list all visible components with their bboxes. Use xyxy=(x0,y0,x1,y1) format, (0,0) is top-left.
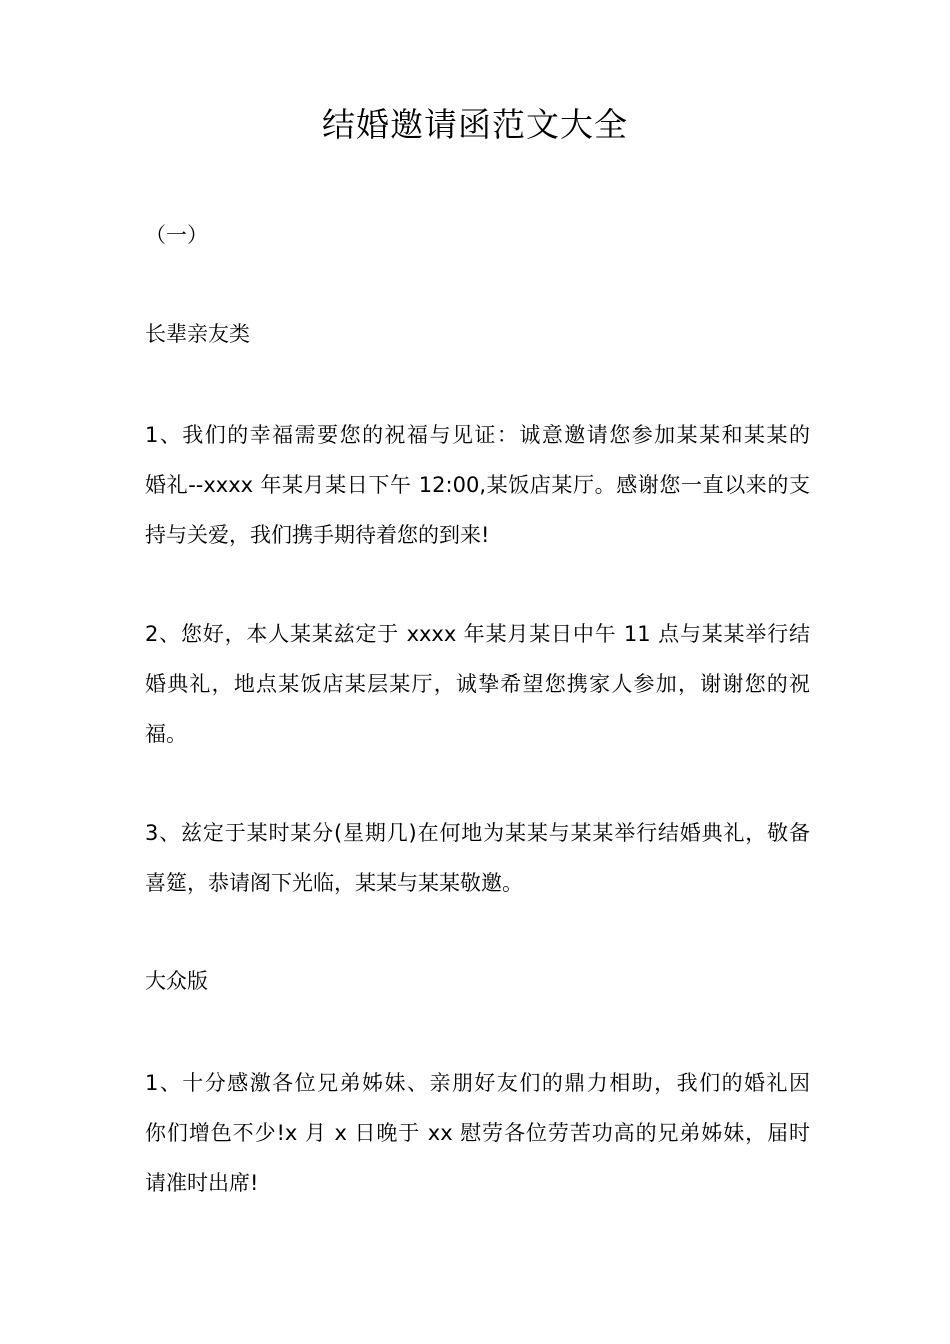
paragraph-line: 持与关爱，我们携手期待着您的到来! xyxy=(145,523,490,547)
paragraph-line: 婚礼--xxxx 年某月某日下午 12:00,某饭店某厅。感谢您一直以来的支 xyxy=(145,473,810,497)
section-marker: （一） xyxy=(145,223,208,247)
paragraph-line: 喜筵，恭请阁下光临，某某与某某敬邀。 xyxy=(145,871,523,895)
elders-item-1 xyxy=(145,410,810,560)
paragraph-line: 1、十分感激各位兄弟姊妹、亲朋好友们的鼎力相助，我们的婚礼因 xyxy=(145,1071,810,1095)
paragraph-line: 你们增色不少!x 月 x 日晚于 xx 慰劳各位劳苦功高的兄弟姊妹，届时 xyxy=(145,1121,810,1145)
category-heading-public: 大众版 xyxy=(145,969,208,993)
public-item-1 xyxy=(145,1058,810,1208)
paragraph-line: 请准时出席! xyxy=(145,1171,259,1195)
paragraph-line: 婚典礼，地点某饭店某层某厅，诚挚希望您携家人参加，谢谢您的祝 xyxy=(145,672,810,696)
category-heading-elders: 长辈亲友类 xyxy=(145,322,250,346)
paragraph-line: 2、您好，本人某某兹定于 xxxx 年某月某日中午 11 点与某某举行结 xyxy=(145,622,810,646)
elders-item-3 xyxy=(145,808,810,908)
page-title: 结婚邀请函范文大全 xyxy=(322,105,628,144)
elders-item-2 xyxy=(145,609,810,759)
paragraph-line: 1、我们的幸福需要您的祝福与见证：诚意邀请您参加某某和某某的 xyxy=(145,423,810,447)
paragraph-line: 福。 xyxy=(145,722,187,746)
paragraph-line: 3、兹定于某时某分(星期几)在何地为某某与某某举行结婚典礼，敬备 xyxy=(145,821,810,845)
